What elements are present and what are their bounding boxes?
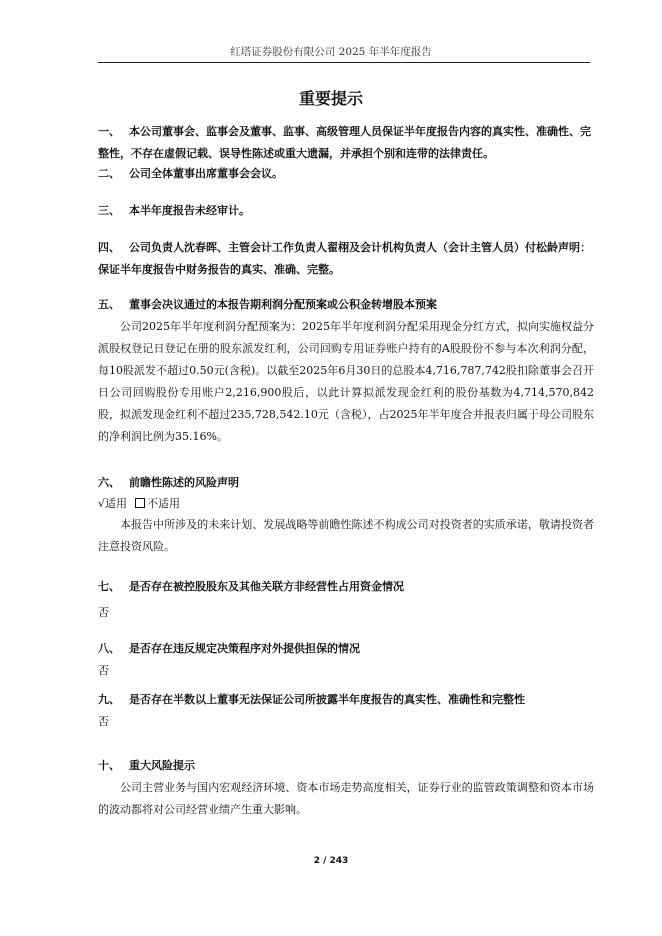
section-7 <box>98 576 594 624</box>
section-5 <box>98 294 594 448</box>
section-answer: 否 <box>98 606 109 619</box>
section-3 <box>98 200 594 222</box>
section-answer: 否 <box>98 664 109 677</box>
applicability-row <box>98 494 594 514</box>
section-heading: 重大风险提示 <box>129 759 195 772</box>
section-1 <box>98 121 594 165</box>
checkbox-icon <box>135 498 145 508</box>
section-heading: 是否存在被控股股东及其他关联方非经营性占用资金情况 <box>129 580 404 593</box>
applicable-option: √适用 <box>98 497 128 510</box>
section-body: 公司2025年半年度利润分配预案为：2025年半年度利润分配采用现金分红方式，拟向实施权益分派股权登记日登记在册的股东派发红利，公司回购专用证券账户持有的A股股份不参与本次利润分配，每10股派发不超过0.50元(含税)。以截至2025年6月30日的总股本4,716,787,742股扣除董事会召开日公司回购股份专用账户2,216,900股后，以此计算拟派发现金红利的股份基数为4,714,570,842股，拟派发现金红利不超过235,728,542.10元（含税），占2025年半年度合并报表归属于母公司股东的净利润比例为35.16%。 <box>98 320 594 443</box>
section-10 <box>98 755 594 821</box>
section-number: 十、 <box>98 759 120 772</box>
section-2 <box>98 163 594 185</box>
section-9 <box>98 689 594 733</box>
section-6 <box>98 472 594 558</box>
section-heading: 本公司董事会、监事会及董事、监事、高级管理人员保证半年度报告内容的真实性、准确性、完整性，不存在虚假记载、误导性陈述或重大遗漏，并承担个别和连带的法律责任。 <box>98 125 591 160</box>
section-number: 四、 <box>98 241 120 254</box>
section-number: 一、 <box>98 125 120 138</box>
section-4 <box>98 237 594 281</box>
section-heading: 本半年度报告未经审计。 <box>129 204 250 217</box>
section-heading: 公司全体董事出席董事会会议。 <box>129 167 283 180</box>
section-number: 八、 <box>98 642 120 655</box>
section-number: 七、 <box>98 580 120 593</box>
section-heading: 是否存在半数以上董事无法保证公司所披露半年度报告的真实性、准确性和完整性 <box>129 693 525 706</box>
section-heading: 公司负责人沈春晖、主管会计工作负责人翟栩及会计机构负责人（会计主管人员）付松龄声明：保证半年度报告中财务报告的真实、准确、完整。 <box>98 241 591 276</box>
running-header: 红塔证券股份有限公司 2025 年半年度报告 <box>230 46 432 58</box>
page-number: 2 / 243 <box>313 856 349 866</box>
section-8 <box>98 638 594 682</box>
section-heading: 董事会决议通过的本报告期利润分配预案或公积金转增股本预案 <box>129 298 437 311</box>
section-number: 六、 <box>98 476 120 489</box>
section-number: 二、 <box>98 167 120 180</box>
section-heading: 前瞻性陈述的风险声明 <box>129 476 239 489</box>
header-rule <box>98 62 590 63</box>
page-title: 重要提示 <box>298 89 363 108</box>
section-body: 本报告中所涉及的未来计划、发展战略等前瞻性陈述不构成公司对投资者的实质承诺，敬请投资者注意投资风险。 <box>98 518 594 553</box>
section-number: 五、 <box>98 298 120 311</box>
section-answer: 否 <box>98 715 109 728</box>
section-heading: 是否存在违反规定决策程序对外提供担保的情况 <box>129 642 360 655</box>
section-number: 三、 <box>98 204 120 217</box>
section-body: 公司主营业务与国内宏观经济环境、资本市场走势高度相关，证券行业的监管政策调整和资本市场的波动都将对公司经营业绩产生重大影响。 <box>98 781 594 816</box>
not-applicable-option: 不适用 <box>147 497 181 510</box>
section-number: 九、 <box>98 693 120 706</box>
